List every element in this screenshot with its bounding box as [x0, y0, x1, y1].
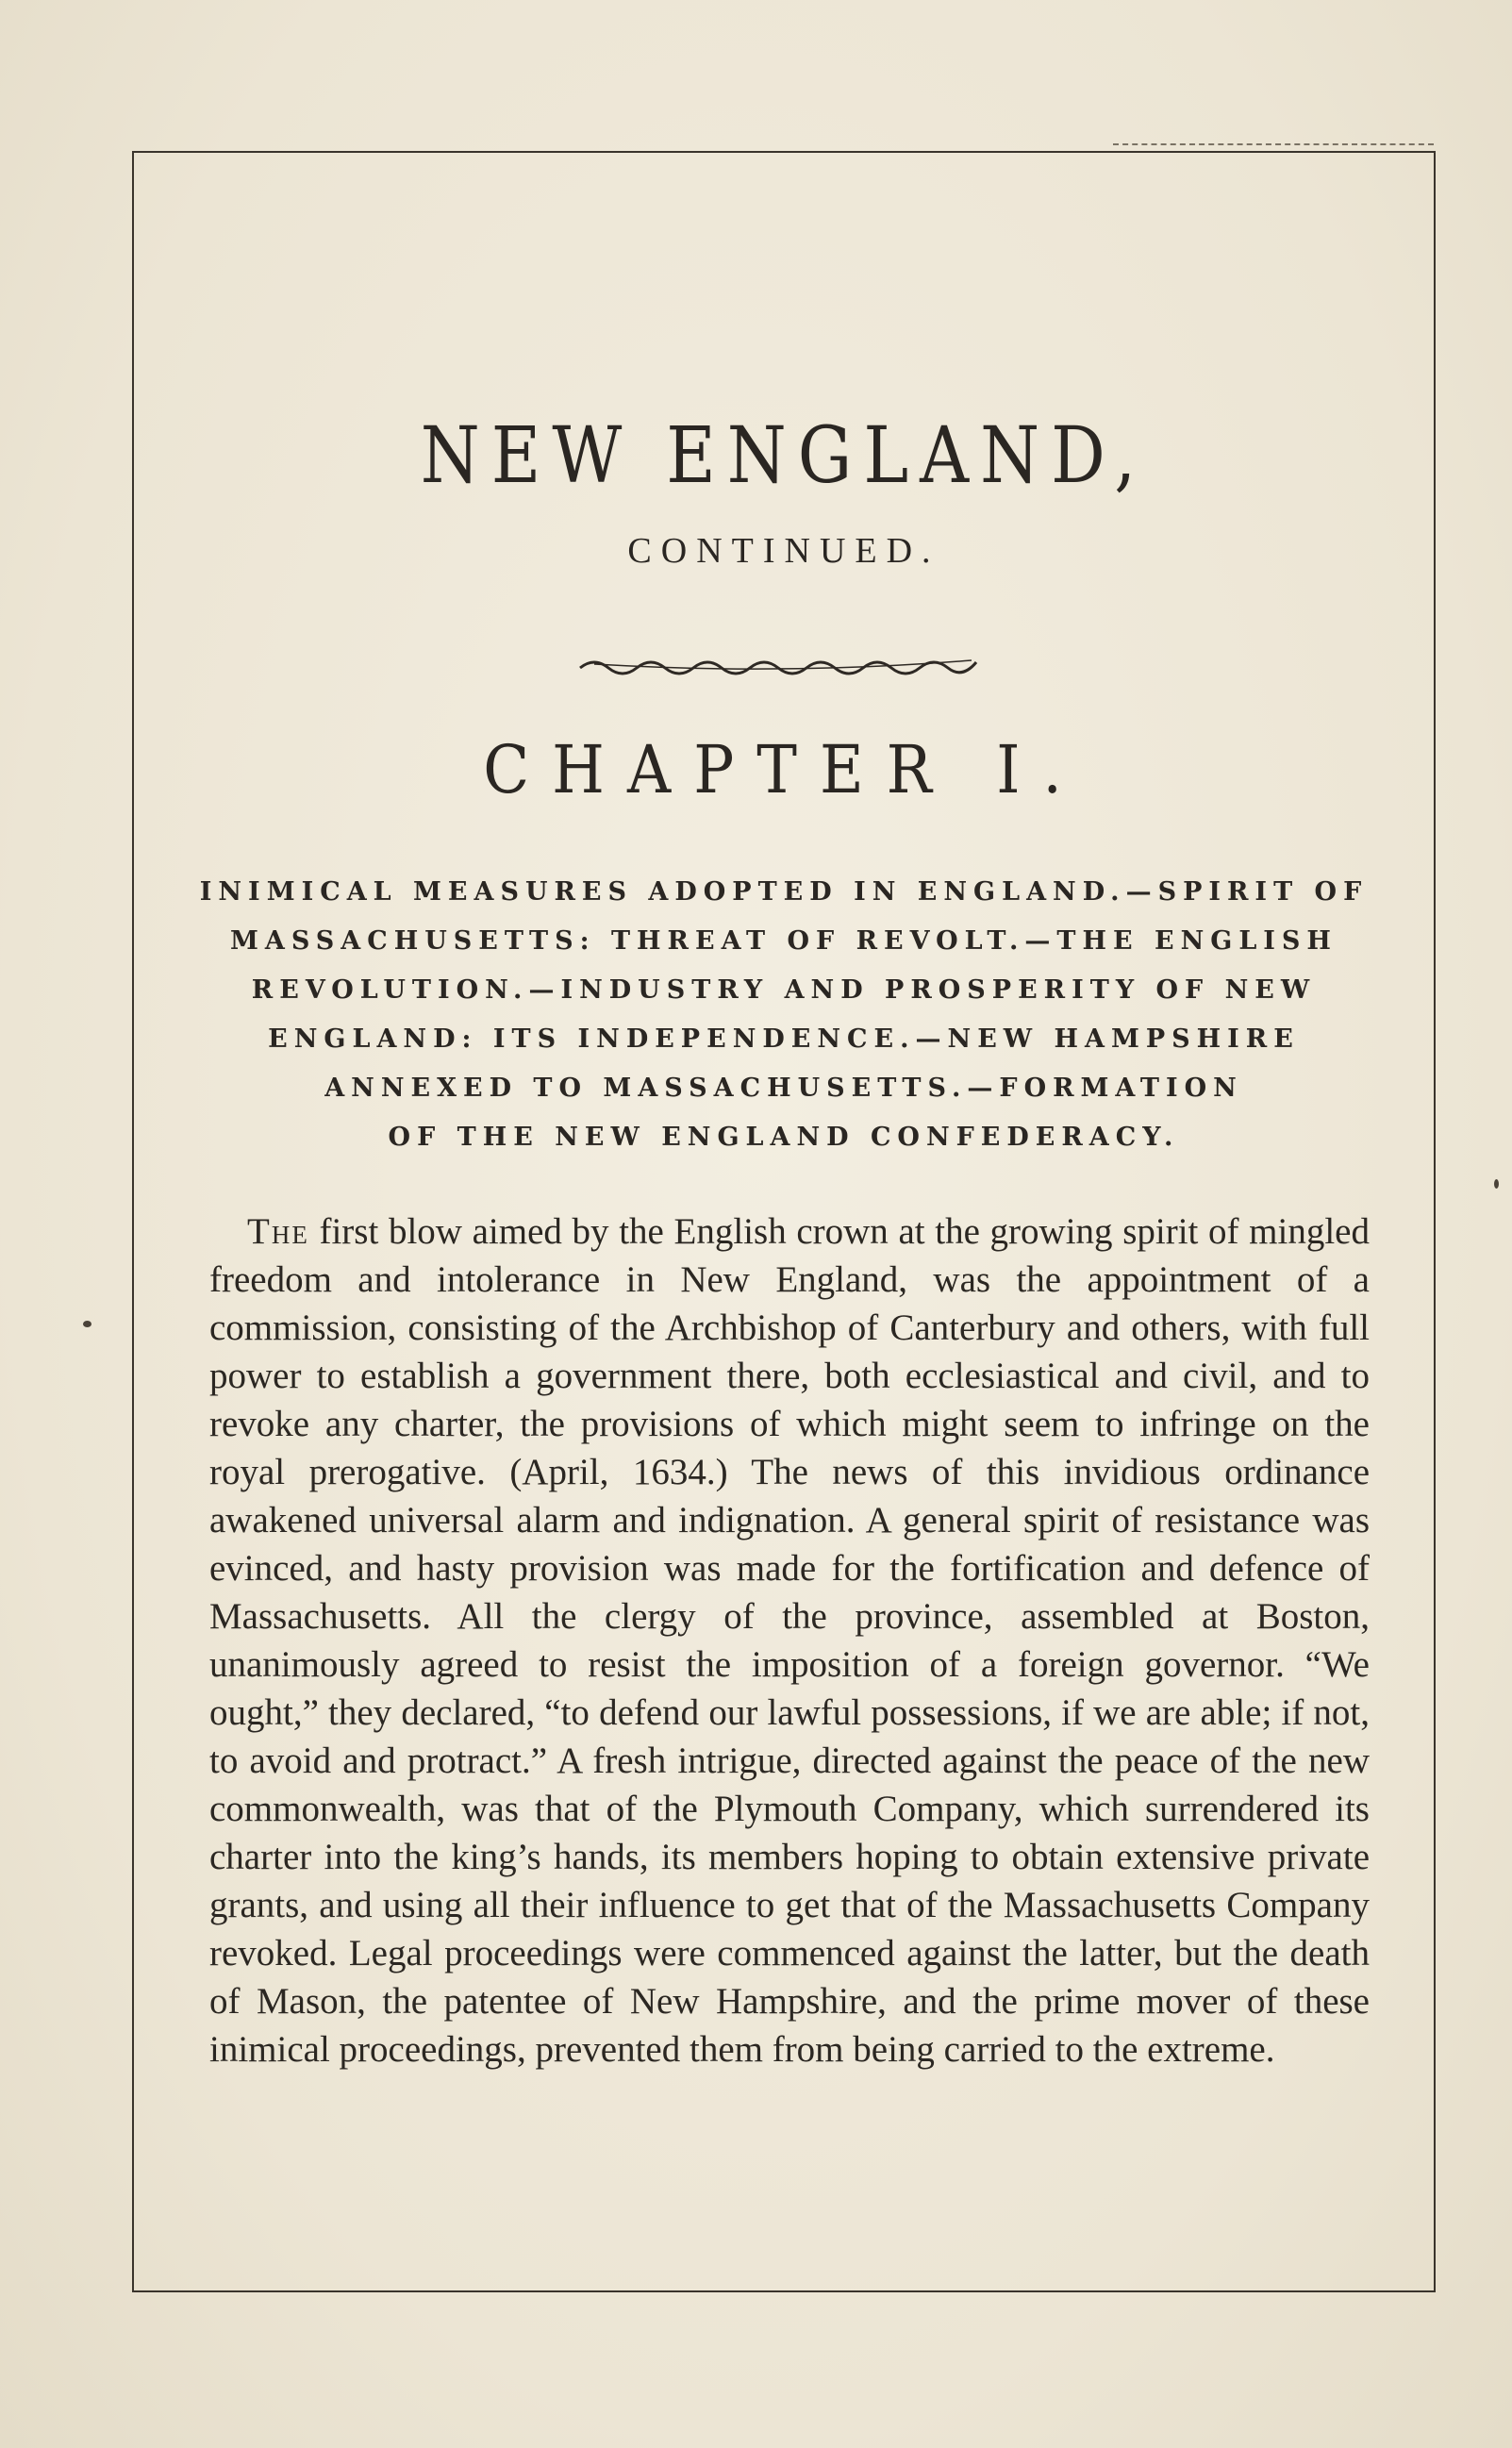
- body-paragraph: [209, 1207, 1370, 2073]
- chapter-summary: [132, 868, 1436, 1162]
- summary-line: MASSACHUSETTS: THREAT OF REVOLT.—THE ENGLISH: [230, 926, 1338, 956]
- ink-speck: [1494, 1179, 1499, 1189]
- frame-top-fade: [1113, 143, 1434, 149]
- drop-lead-word: The: [247, 1211, 309, 1252]
- page-title: NEW ENGLAND,: [420, 408, 1148, 501]
- ink-speck: [83, 1321, 91, 1327]
- paragraph-text: first blow aimed by the English crown at the growing spirit of mingled freedom and intolerance in New England, was the appointment of a commission, consisting of the Archbishop of Canterbury and others, with full power to establish a government there, both ecclesiastical and civil, and to revoke any charter, the provisions of which might seem to infringe on the royal prerogative. (April, 1634.) The news of this invidious ordinance awakened universal alarm and indignation. A general spirit of resistance was evinced, and hasty provision was made for the fortification and defence of Massachusetts. All the clergy of the province, assembled at Boston, unanimously agreed to resist the imposition of a foreign governor. “We ought,” they declared, “to defend our lawful possessions, if we are able; if not, to avoid and protract.” A fresh intrigue, directed against the peace of the new commonwealth, was that of the Plymouth Company, which surrendered its charter into the king’s hands, its members hoping to obtain extensive private grants, and using all their influence to get that of the Massachusetts Company revoked. Legal proceedings were commenced against the latter, but the death of Mason, the patentee of New Hampshire, and the prime mover of these inimical proceedings, prevented them from being carried to the extreme.: [209, 1211, 1370, 2070]
- summary-line: ANNEXED TO MASSACHUSETTS.—FORMATION: [324, 1074, 1243, 1103]
- summary-line: ENGLAND: ITS INDEPENDENCE.—NEW HAMPSHIRE: [268, 1024, 1300, 1054]
- summary-line: OF THE NEW ENGLAND CONFEDERACY.: [388, 1123, 1180, 1152]
- wavy-rule-ornament: [575, 651, 990, 679]
- summary-line: REVOLUTION.—INDUSTRY AND PROSPERITY OF NEW: [251, 975, 1317, 1005]
- page-subtitle: CONTINUED.: [627, 531, 940, 571]
- chapter-heading: CHAPTER I.: [483, 732, 1085, 809]
- summary-line: INIMICAL MEASURES ADOPTED IN ENGLAND.—SPIRIT OF: [199, 877, 1369, 907]
